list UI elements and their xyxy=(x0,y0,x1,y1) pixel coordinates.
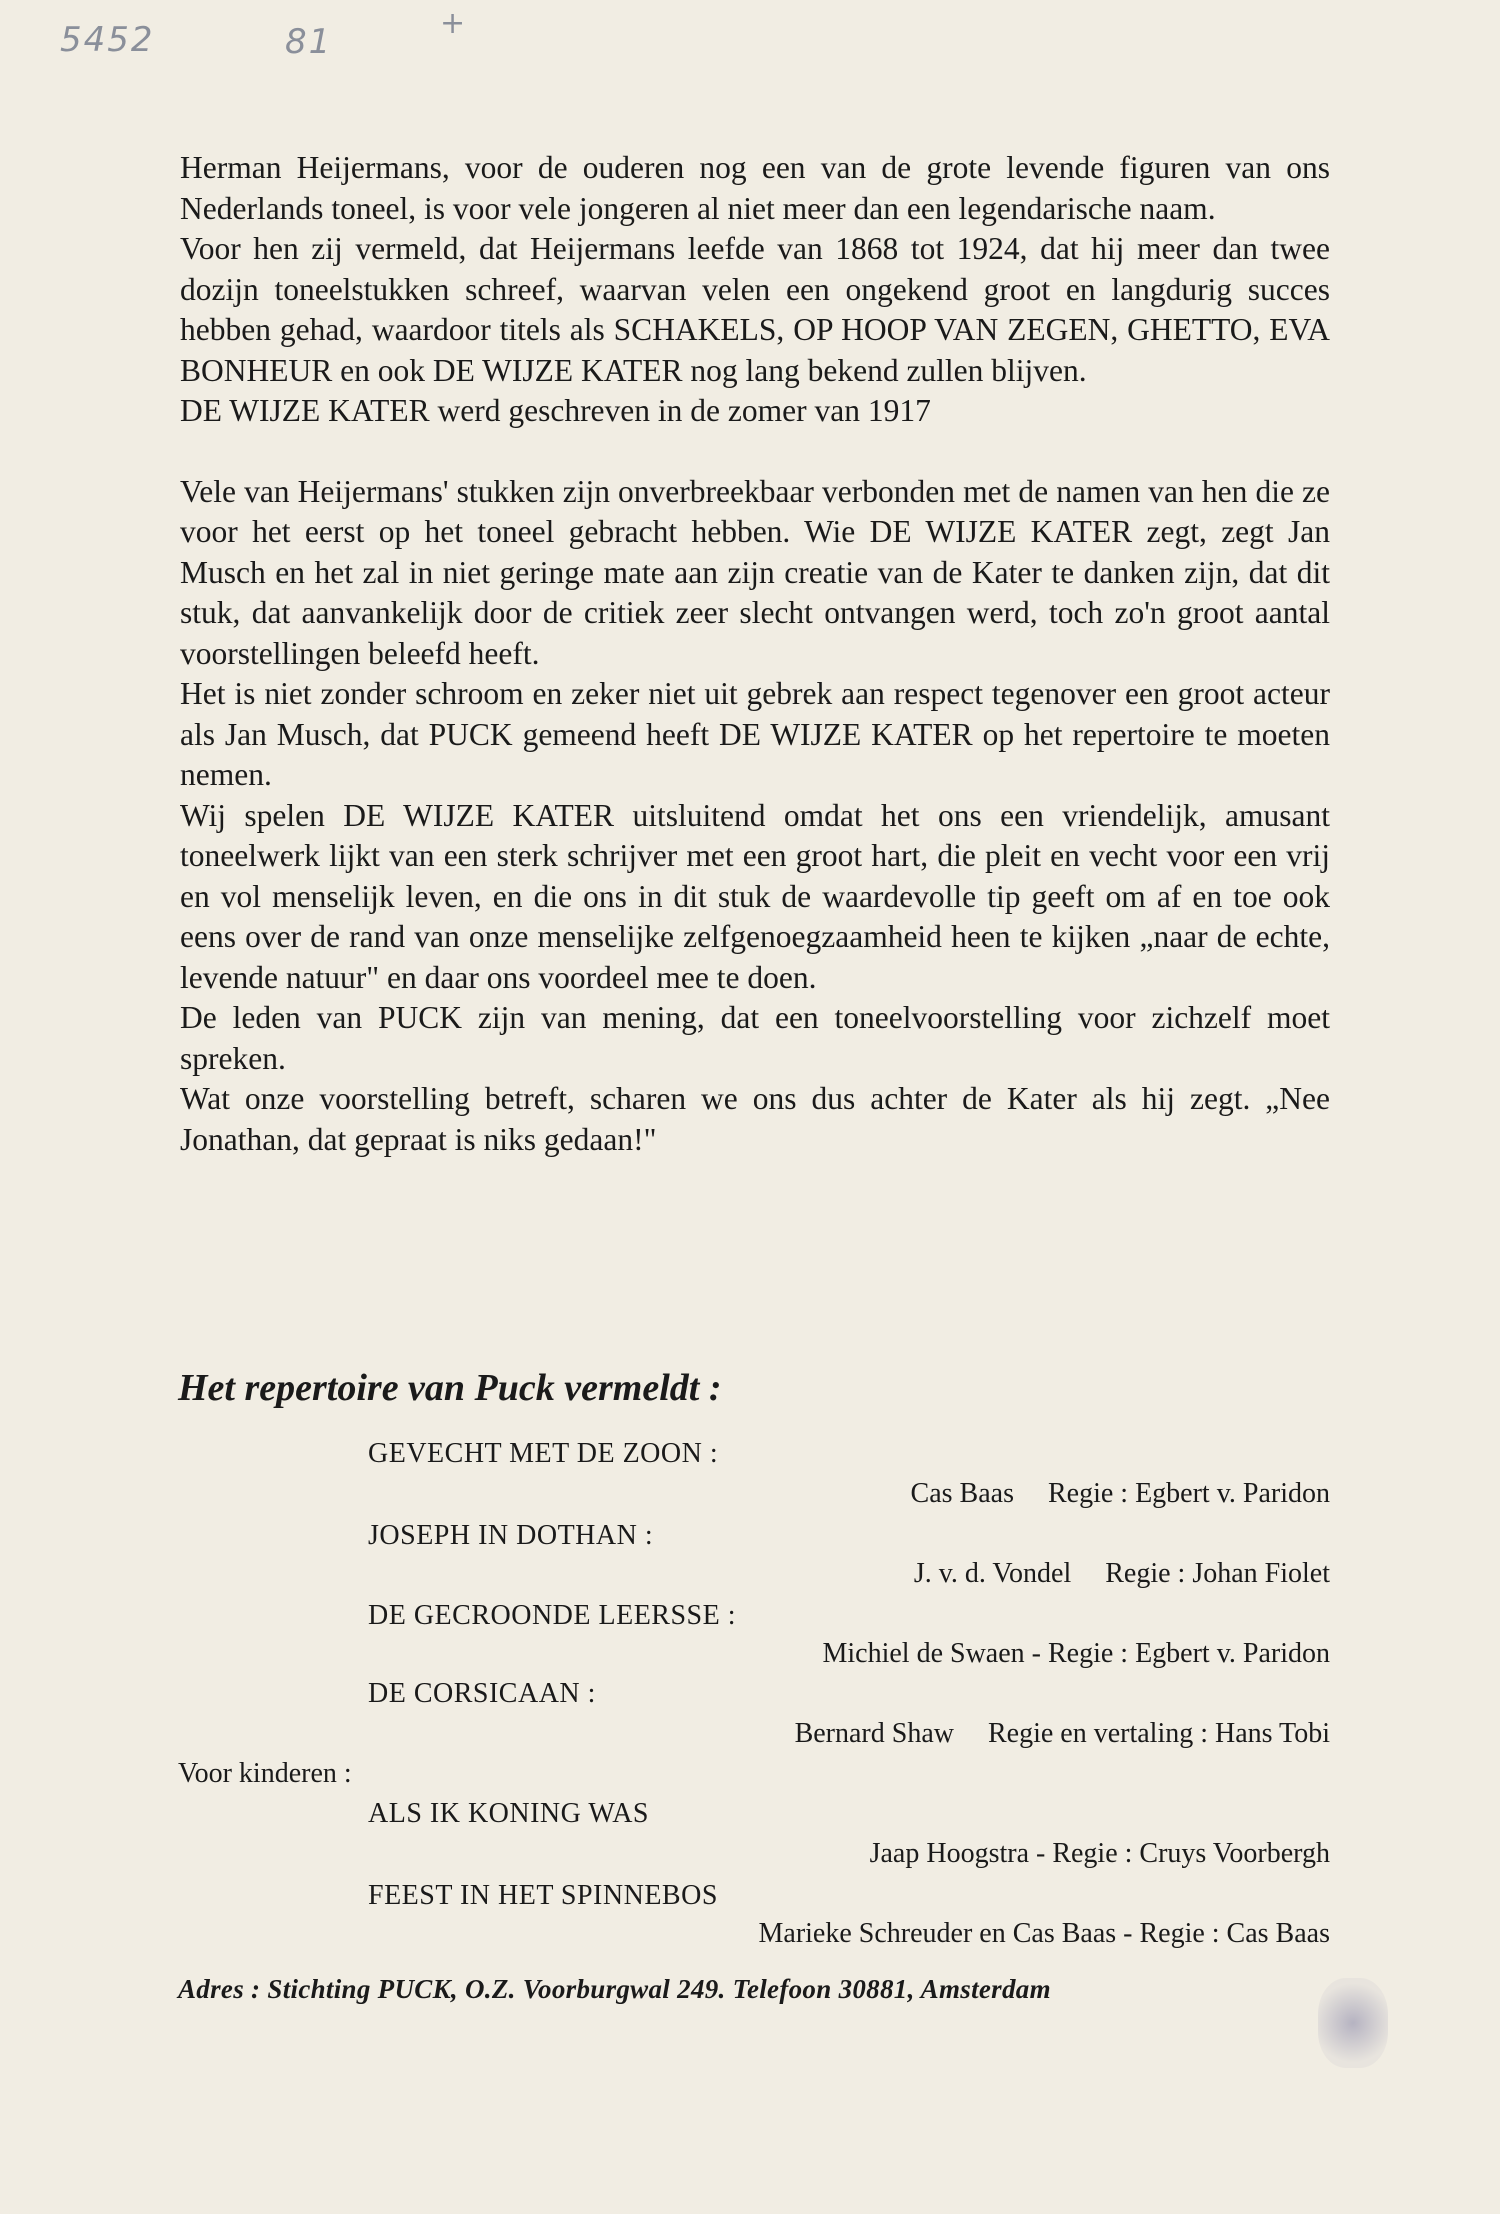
repertoire-director: Regie : Cas Baas xyxy=(1139,1918,1330,1949)
repertoire-author: Cas Baas xyxy=(910,1478,1014,1509)
repertoire-title: ALS IK KONING WAS xyxy=(368,1798,649,1829)
intro-text xyxy=(180,148,1330,1160)
paragraph: Vele van Heijermans' stukken zijn onverbreekbaar verbonden met de namen van hen die ze voor het eerst op het toneel gebracht hebben. Wie DE WIJZE KATER zegt, zegt Jan Musch en het zal in niet geringe mate aan zijn creatie van de Kater te danken zijn, dat dit stuk, dat aanvankelijk door de critiek zeer slecht ontvangen werd, toch zo'n groot aantal voorstellingen beleefd heeft. xyxy=(180,473,1330,671)
repertoire-credit xyxy=(870,1838,1330,1870)
ink-stamp-mark xyxy=(1318,1978,1388,2068)
address-line: Adres : Stichting PUCK, O.Z. Voorburgwal 249. Telefoon 30881, Amsterdam xyxy=(178,1974,1051,2004)
pencil-mark-note: 81 xyxy=(285,22,333,62)
repertoire-title: DE CORSICAAN : xyxy=(368,1678,596,1709)
repertoire-title: DE GECROONDE LEERSSE : xyxy=(368,1600,736,1631)
repertoire-director: Regie : Egbert v. Paridon xyxy=(1047,1638,1330,1669)
repertoire-director: Regie : Johan Fiolet xyxy=(1105,1558,1330,1589)
paragraph: Wat onze voorstelling betreft, scharen we ons dus achter de Kater als hij zegt. „Nee Jonathan, dat gepraat is niks gedaan!" xyxy=(180,1081,1330,1157)
repertoire-director: Regie en vertaling : Hans Tobi xyxy=(987,1718,1330,1749)
paragraph: Voor hen zij vermeld, dat Heijermans leefde van 1868 tot 1924, dat hij meer dan twee dozijn toneelstukken schreef, waarvan velen een ongekend groot en langdurig succes hebben gehad, waardoor titels als SCHAKELS, OP HOOP VAN ZEGEN, GHETTO, EVA BONHEUR en ook DE WIJZE KATER nog lang bekend zullen blijven. xyxy=(180,231,1330,388)
pencil-mark-plus: + xyxy=(440,6,468,41)
paragraph: Het is niet zonder schroom en zeker niet uit gebrek aan respect tegenover een groot acteur als Jan Musch, dat PUCK gemeend heeft DE WIJZE KATER op het repertoire te moeten nemen. xyxy=(180,676,1330,792)
repertoire-credit xyxy=(759,1918,1331,1950)
kids-label: Voor kinderen : xyxy=(178,1758,352,1789)
repertoire-credit xyxy=(795,1718,1330,1750)
pencil-mark-number: 5452 xyxy=(60,20,155,60)
repertoire-author: Michiel de Swaen - xyxy=(822,1638,1041,1669)
repertoire-director: Regie : Egbert v. Paridon xyxy=(1047,1478,1330,1509)
repertoire-author: Jaap Hoogstra - xyxy=(869,1838,1046,1869)
repertoire-credit xyxy=(911,1478,1330,1510)
paragraph: Wij spelen DE WIJZE KATER uitsluitend omdat het ons een vriendelijk, amusant toneelwerk lijkt van een sterk schrijver met een groot hart, die pleit en vecht voor een vrij en vol menselijk leven, en die ons in dit stuk de waardevolle tip geeft om af en toe ook eens over de rand van onze menselijke zelfgenoegzaamheid heen te kijken „naar de echte, levende natuur" en daar ons voordeel mee te doen. xyxy=(180,797,1330,995)
repertoire-author: J. v. d. Vondel xyxy=(913,1558,1072,1589)
repertoire-title: FEEST IN HET SPINNEBOS xyxy=(368,1880,718,1911)
repertoire-title: GEVECHT MET DE ZOON : xyxy=(368,1438,719,1469)
paragraph: Herman Heijermans, voor de ouderen nog een van de grote levende figuren van ons Nederlands toneel, is voor vele jongeren al niet meer dan een legendarische naam. xyxy=(180,150,1330,226)
paragraph: DE WIJZE KATER werd geschreven in de zomer van 1917 xyxy=(180,393,931,428)
repertoire-director: Regie : Cruys Voorbergh xyxy=(1052,1838,1330,1869)
repertoire-credit xyxy=(914,1558,1330,1590)
repertoire-author: Marieke Schreuder en Cas Baas - xyxy=(758,1918,1133,1949)
paragraph: De leden van PUCK zijn van mening, dat een toneelvoorstelling voor zichzelf moet spreken. xyxy=(180,1000,1330,1076)
repertoire-author: Bernard Shaw xyxy=(794,1718,954,1749)
repertoire-credit xyxy=(822,1638,1330,1670)
repertoire-title: JOSEPH IN DOTHAN : xyxy=(368,1520,654,1551)
repertoire-heading: Het repertoire van Puck vermeldt : xyxy=(178,1367,722,1409)
